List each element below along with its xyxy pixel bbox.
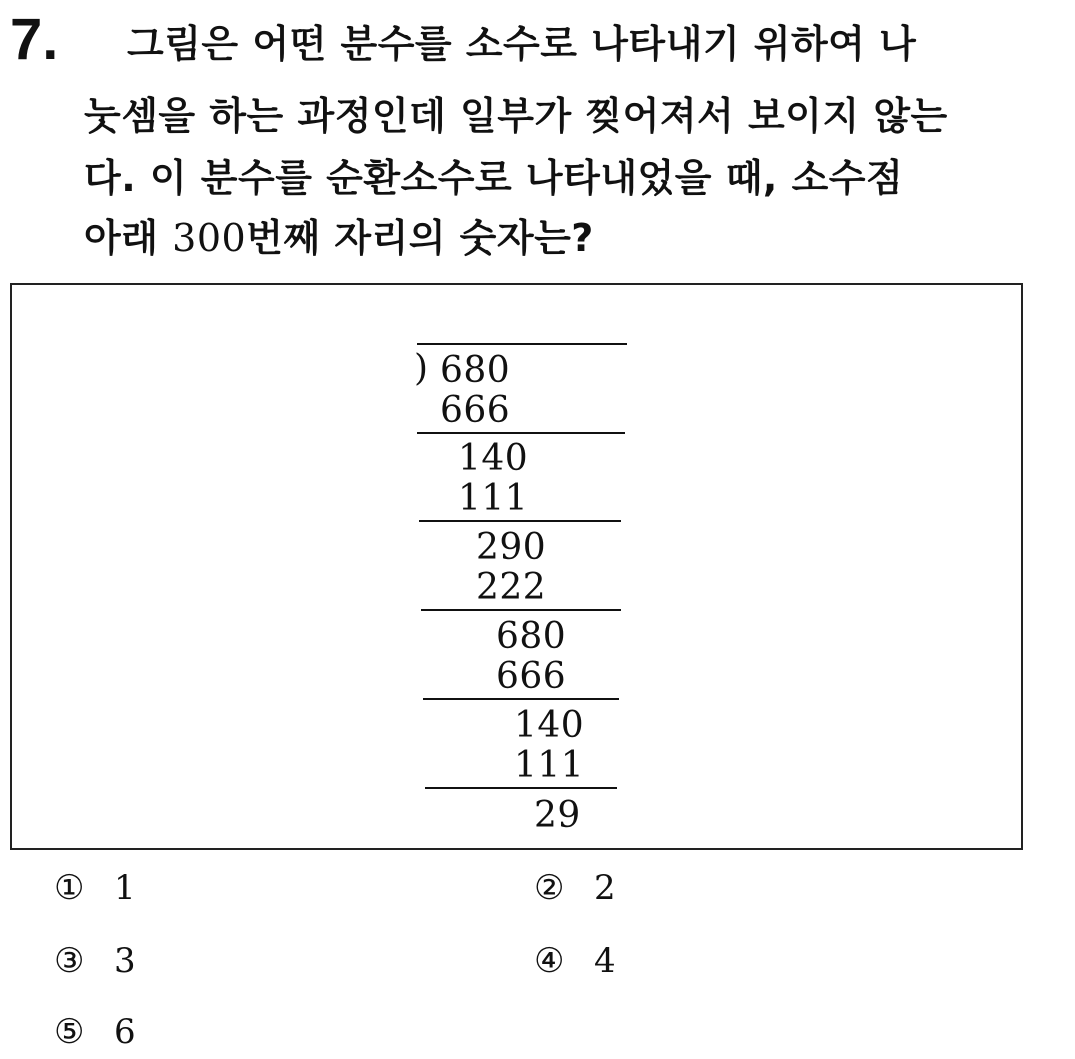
division-step-9: 140 xyxy=(514,705,585,746)
subtraction-line-5 xyxy=(425,787,617,789)
division-step-3: 140 xyxy=(458,438,529,479)
question-text-line-1: 그림은 어떤 분수를 소수로 나타내기 위하여 나 xyxy=(127,22,917,66)
question-text-line-2: 눗셈을 하는 과정인데 일부가 찢어져서 보이지 않는 xyxy=(84,94,948,138)
question-text-line-4-start: 아래 xyxy=(84,216,173,260)
choice-5[interactable] xyxy=(54,1010,136,1054)
choice-2-mark: ② xyxy=(534,868,565,908)
choice-3-value: 3 xyxy=(114,941,136,981)
choice-3-mark: ③ xyxy=(54,941,85,981)
choice-3[interactable] xyxy=(54,939,136,983)
choice-4-value: 4 xyxy=(594,941,616,981)
choice-5-mark: ⑤ xyxy=(54,1012,85,1052)
question-digit-position: 300 xyxy=(172,216,247,260)
choice-1-value: 1 xyxy=(114,868,136,908)
division-bar xyxy=(417,343,627,345)
question-number: 7. xyxy=(10,7,59,72)
division-step-2: 666 xyxy=(440,390,511,431)
question-text-line-3: 다. 이 분수를 순환소수로 나타내었을 때, 소수점 xyxy=(84,156,904,200)
long-division-figure xyxy=(10,283,1023,850)
question-text-line-4 xyxy=(84,214,594,262)
subtraction-line-2 xyxy=(419,520,621,522)
division-remainder: 29 xyxy=(534,795,581,836)
division-step-8: 666 xyxy=(496,656,567,697)
division-bracket: ) xyxy=(414,348,429,389)
division-step-1: 680 xyxy=(440,350,511,391)
choice-5-value: 6 xyxy=(114,1012,136,1052)
subtraction-line-1 xyxy=(417,432,625,434)
choice-2-value: 2 xyxy=(594,868,616,908)
subtraction-line-4 xyxy=(423,698,619,700)
division-step-5: 290 xyxy=(476,527,547,568)
choice-4[interactable] xyxy=(534,939,616,983)
subtraction-line-3 xyxy=(421,609,621,611)
choice-2[interactable] xyxy=(534,866,616,910)
division-step-6: 222 xyxy=(476,567,547,608)
division-step-4: 111 xyxy=(458,478,529,519)
choice-4-mark: ④ xyxy=(534,941,565,981)
question-text-line-4-end: 번째 자리의 숫자는? xyxy=(246,216,594,260)
choice-1[interactable] xyxy=(54,866,136,910)
division-step-7: 680 xyxy=(496,616,567,657)
choice-1-mark: ① xyxy=(54,868,85,908)
division-step-10: 111 xyxy=(514,745,585,786)
